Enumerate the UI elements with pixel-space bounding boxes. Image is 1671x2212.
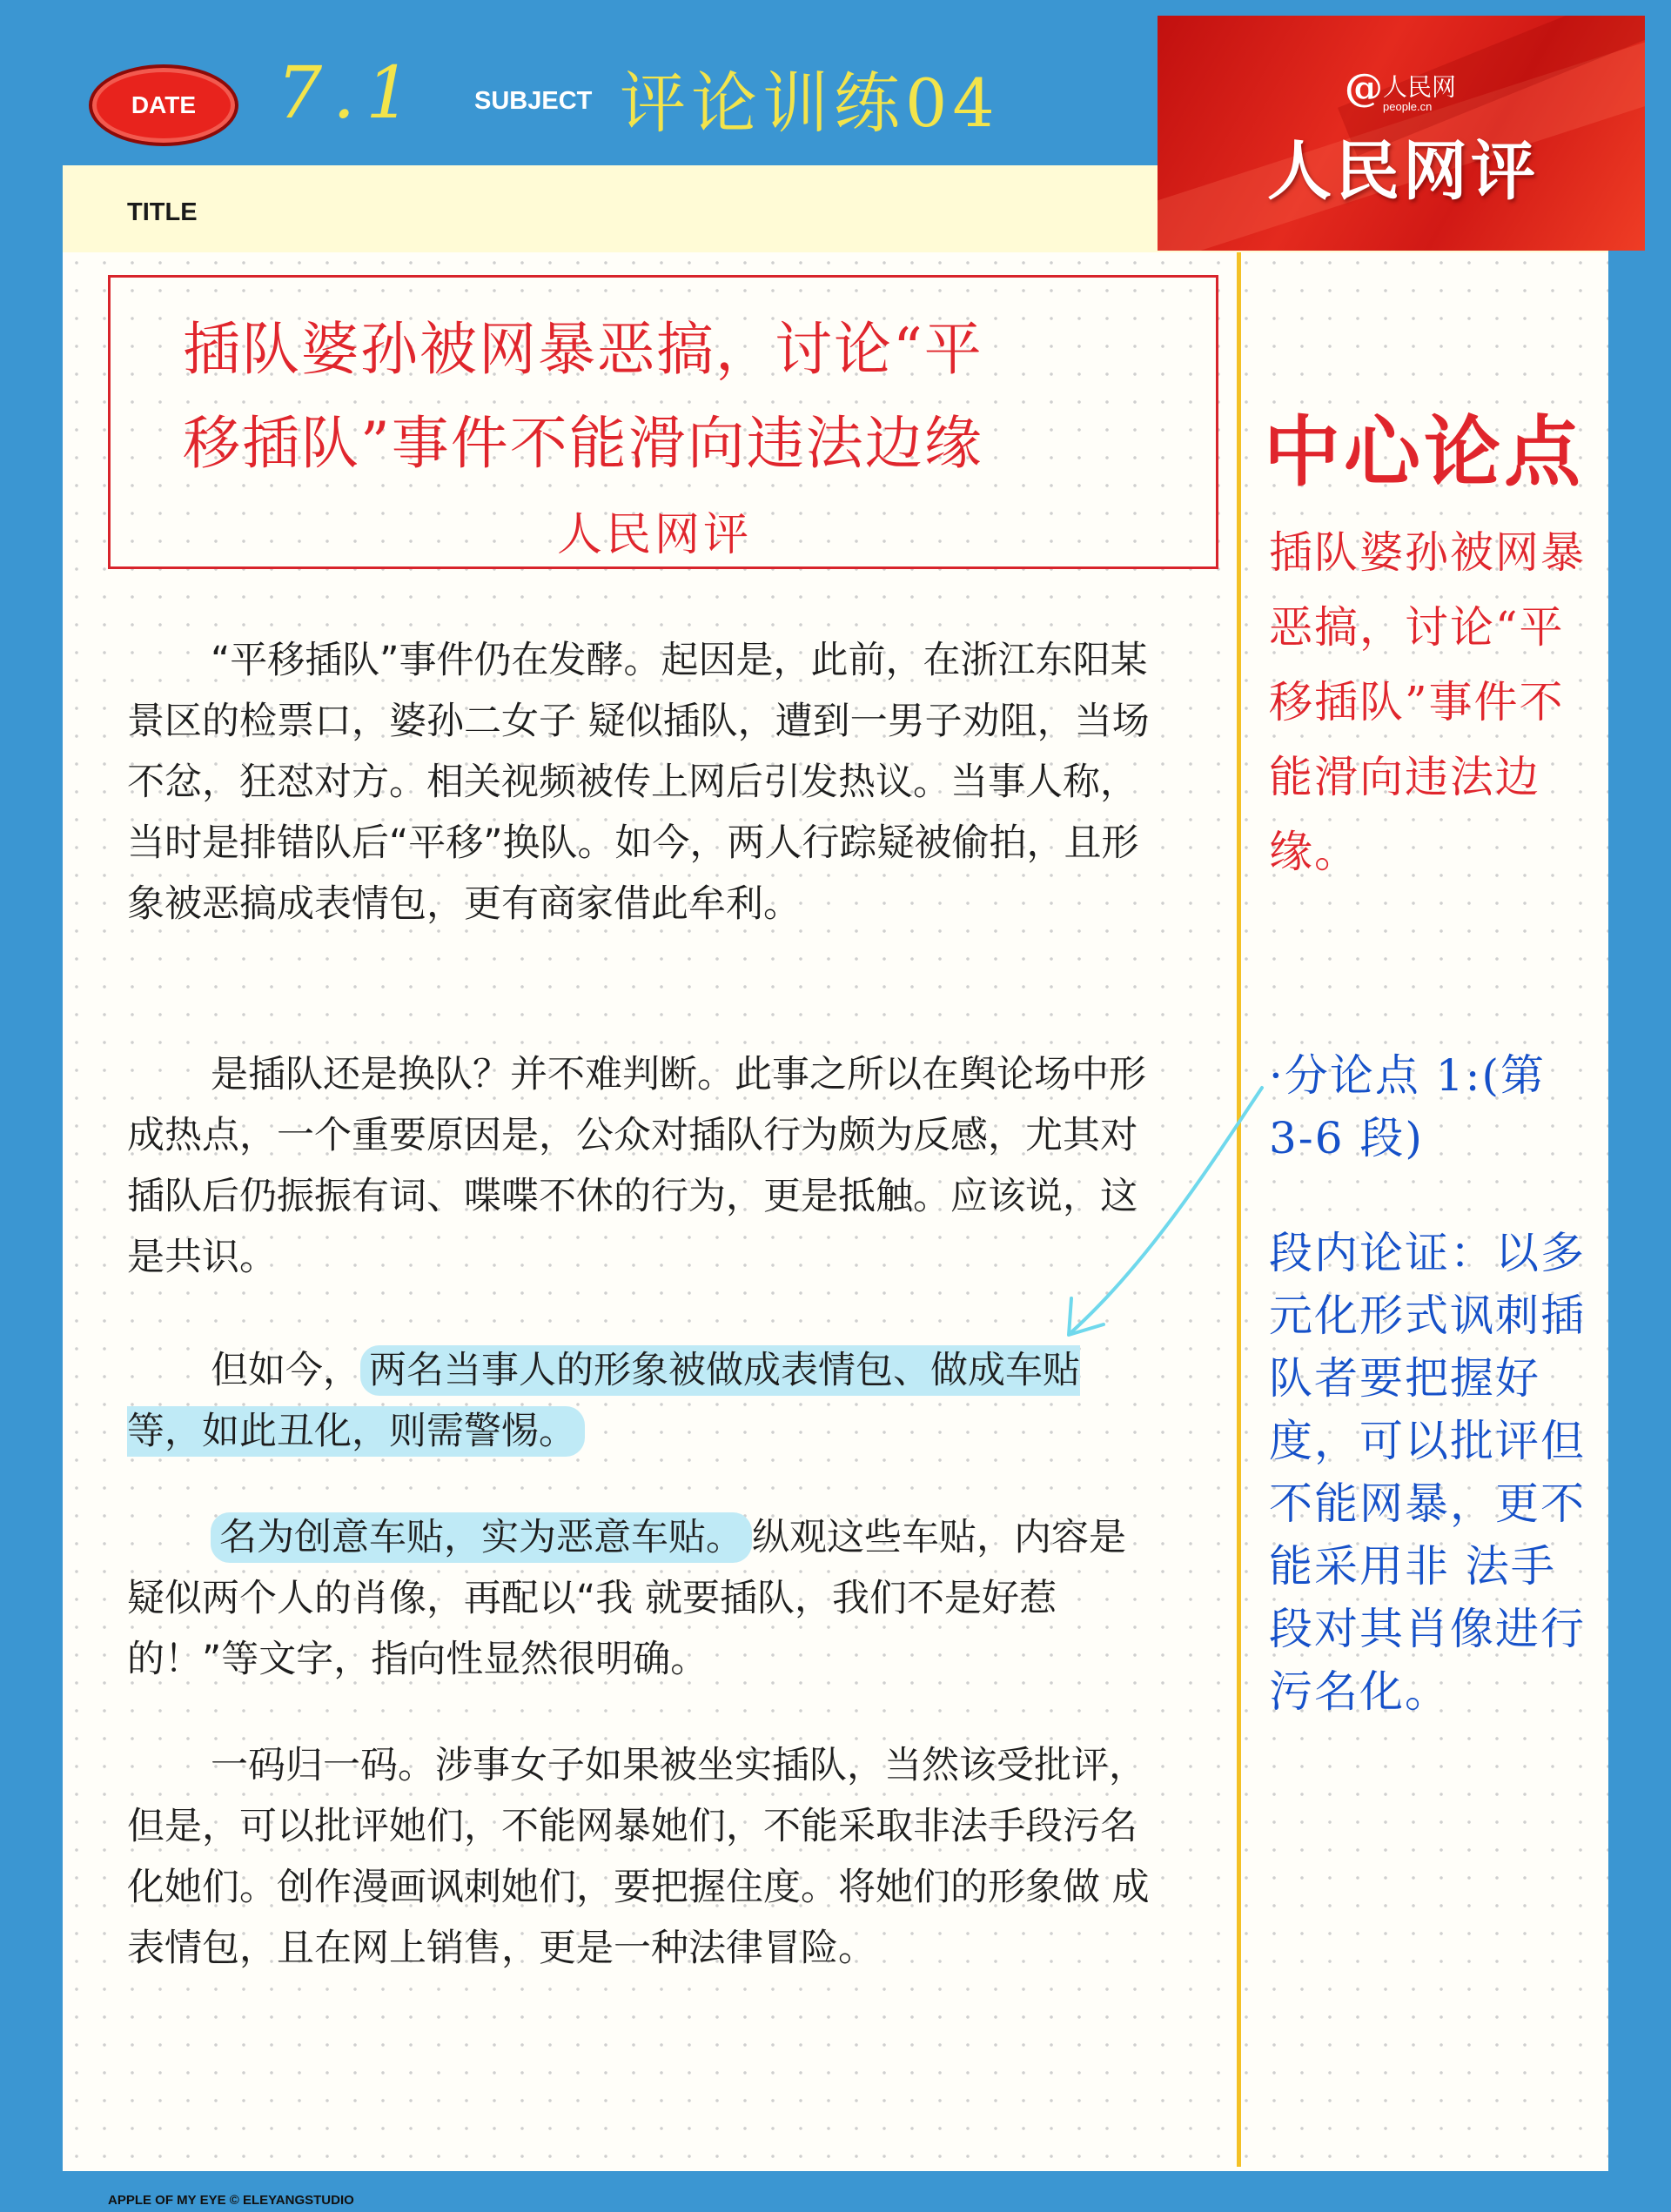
note-thesis: 插队婆孙被网暴恶搞，讨论“平移插队”事件不能滑向违法边缘。 — [1269, 527, 1586, 877]
paragraph-1: “平移插队”事件仍在发酵。起因是，此前，在浙江东阳某景区的检票口，婆孙二女子 疑似插队，遭到一男子劝阻，当场不忿，狂怼对方。相关视频被传上网后引发热议。当事人称，当时是排错队后“平移”换队。如今，两人行踪疑被偷拍，且形象被恶搞成表情包，更有商家借此牟利。 — [127, 639, 1150, 926]
note-heading: 中心论点 — [1264, 406, 1585, 497]
date-value: 7.1 — [277, 52, 422, 135]
logo-mark — [1345, 66, 1457, 113]
note-sub-point: ·分论点 1:(第 3-6 段) — [1269, 1050, 1546, 1163]
logo-mark-sub: people.cn — [1383, 100, 1433, 113]
headline-line-1: 插队婆孙被网暴恶搞，讨论“平 — [183, 316, 983, 383]
article-byline: 人民网评 — [557, 509, 753, 561]
logo-mark-text: 人民网 — [1383, 72, 1457, 102]
logo-text: 人民网评 — [1267, 134, 1539, 209]
paragraph-2: 是插队还是换队？并不难判断。此事之所以在舆论场中形成热点，一个重要原因是，公众对插队行为颇为反感，尤其对插队后仍振振有词、喋喋不休的行为，更是抵触。应该说，这是共识。 — [127, 1053, 1146, 1279]
date-label: DATE — [131, 91, 197, 118]
title-label: TITLE — [127, 198, 198, 226]
footer-credit: APPLE OF MY EYE © ELEYANGSTUDIO — [108, 2193, 354, 2208]
paragraph-5: 一码归一码。涉事女子如果被坐实插队，当然该受批评，但是，可以批评她们，不能网暴她们，不能采取非法手段污名化她们。创作漫画讽刺她们，要把握住度。将她们的形象做 成表情包，且在网上销售，更是一种法律冒险。 — [127, 1744, 1150, 1970]
note-argument: 段内论证：以多元化形式讽刺插队者要把握好度，可以批评但不能网暴，更不能采用非 法手段对其肖像进行污名化。 — [1269, 1228, 1586, 1717]
paragraph-4-rest: 纵观这些车贴，内容是疑似两个人的肖像，再配以“我 就要插队，我们不是好惹的！”等文字，指向性显然很明确。 — [127, 1516, 1126, 1681]
highlight-4: 名为创意车贴，实为恶意车贴。 — [211, 1512, 752, 1563]
highlight-3: 两名当事人的形象被做成表情包、做成车贴等，如此丑化，则需警惕。 — [127, 1345, 1080, 1457]
at-icon: @ — [1345, 66, 1383, 111]
paragraph-3-lead: 但如今， — [211, 1349, 360, 1392]
subject-label: SUBJECT — [474, 87, 593, 115]
headline-line-2: 移插队”事件不能滑向违法边缘 — [183, 410, 983, 477]
subject-value: 评论训练04 — [620, 64, 1000, 142]
